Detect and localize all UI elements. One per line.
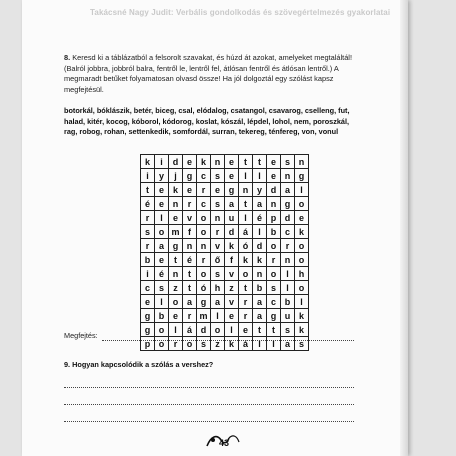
grid-cell[interactable]: l [155, 211, 169, 225]
grid-cell[interactable]: a [225, 197, 239, 211]
grid-cell[interactable]: c [197, 197, 211, 211]
grid-cell[interactable]: f [183, 225, 197, 239]
grid-cell[interactable]: e [267, 155, 281, 169]
grid-cell[interactable]: o [155, 323, 169, 337]
grid-cell[interactable]: r [183, 197, 197, 211]
grid-cell[interactable]: o [295, 253, 309, 267]
grid-cell[interactable]: k [169, 183, 183, 197]
grid-cell[interactable]: k [295, 225, 309, 239]
grid-cell[interactable]: g [141, 309, 155, 323]
grid-cell[interactable]: o [239, 267, 253, 281]
grid-cell[interactable]: a [155, 239, 169, 253]
grid-cell[interactable]: n [183, 239, 197, 253]
grid-cell[interactable]: r [281, 239, 295, 253]
grid-cell[interactable]: o [197, 267, 211, 281]
grid-cell[interactable]: j [169, 169, 183, 183]
grid-cell[interactable]: l [225, 323, 239, 337]
grid-cell[interactable]: t [239, 155, 253, 169]
grid-cell[interactable]: c [141, 281, 155, 295]
grid-cell[interactable]: i [155, 155, 169, 169]
grid-cell[interactable]: t [169, 253, 183, 267]
grid-cell[interactable]: l [169, 323, 183, 337]
grid-cell[interactable]: b [155, 309, 169, 323]
grid-cell[interactable]: n [253, 267, 267, 281]
answer-line-2[interactable] [64, 404, 354, 405]
grid-cell[interactable]: e [169, 309, 183, 323]
grid-cell[interactable]: e [267, 169, 281, 183]
grid-cell[interactable]: l [267, 337, 281, 351]
grid-cell[interactable]: r [197, 183, 211, 197]
grid-cell[interactable]: l [281, 267, 295, 281]
grid-cell[interactable]: g [141, 323, 155, 337]
grid-cell[interactable]: é [253, 211, 267, 225]
grid-cell[interactable]: s [211, 169, 225, 183]
grid-cell[interactable]: s [197, 337, 211, 351]
grid-cell[interactable]: r [267, 253, 281, 267]
grid-cell[interactable]: ó [197, 281, 211, 295]
grid-cell[interactable]: k [295, 323, 309, 337]
grid-cell[interactable]: r [197, 253, 211, 267]
grid-cell[interactable]: o [155, 225, 169, 239]
grid-cell[interactable]: g [281, 197, 295, 211]
grid-cell[interactable]: b [141, 253, 155, 267]
grid-cell[interactable]: g [197, 295, 211, 309]
task-number: 8. [64, 53, 71, 62]
grid-cell[interactable]: o [197, 225, 211, 239]
grid-cell[interactable]: k [225, 337, 239, 351]
grid-cell[interactable]: é [141, 197, 155, 211]
grid-cell[interactable]: e [211, 183, 225, 197]
grid-cell[interactable]: t [253, 323, 267, 337]
grid-cell[interactable]: r [141, 239, 155, 253]
grid-cell[interactable]: z [211, 337, 225, 351]
grid-cell[interactable]: o [169, 295, 183, 309]
grid-cell[interactable]: e [239, 323, 253, 337]
grid-cell[interactable]: s [295, 337, 309, 351]
grid-cell[interactable]: d [253, 239, 267, 253]
grid-cell[interactable]: u [281, 309, 295, 323]
task-8-text: Keresd ki a táblázatból a felsorolt szavakat, és húzd át azokat, amelyeket megtaláltál! (Balról jobbra, jobbról balra, fentről le, lentről fel, átlósan fentről és átlósan lentről.) A megmaradt betűket folyamatosan olvasd össze! Ha jól dolgoztál egy szólást kapsz megfejtésül. [64, 53, 352, 94]
grid-cell[interactable]: é [155, 267, 169, 281]
grid-cell[interactable]: n [281, 169, 295, 183]
grid-cell[interactable]: k [253, 253, 267, 267]
grid-cell[interactable]: l [253, 337, 267, 351]
grid-cell[interactable]: l [253, 169, 267, 183]
grid-cell[interactable]: n [211, 211, 225, 225]
grid-cell[interactable]: i [141, 267, 155, 281]
grid-cell[interactable]: l [295, 183, 309, 197]
grid-cell[interactable]: z [225, 281, 239, 295]
grid-cell[interactable]: e [155, 183, 169, 197]
grid-cell[interactable]: o [155, 337, 169, 351]
grid-cell[interactable]: b [267, 225, 281, 239]
task-8-instructions [64, 53, 354, 95]
grid-cell[interactable]: e [183, 155, 197, 169]
grid-cell[interactable]: r [239, 309, 253, 323]
grid-cell[interactable]: n [295, 155, 309, 169]
grid-cell[interactable]: o [197, 211, 211, 225]
grid-cell[interactable]: a [183, 295, 197, 309]
grid-cell[interactable]: h [211, 281, 225, 295]
grid-cell[interactable]: c [267, 295, 281, 309]
grid-cell[interactable]: y [155, 169, 169, 183]
grid-cell[interactable]: o [267, 267, 281, 281]
answer-line-3[interactable] [64, 421, 354, 422]
grid-cell[interactable]: s [141, 225, 155, 239]
grid-cell[interactable]: l [155, 295, 169, 309]
grid-cell[interactable]: k [225, 239, 239, 253]
grid-cell[interactable]: c [281, 225, 295, 239]
grid-cell[interactable]: d [169, 155, 183, 169]
solution-label: Megfejtés: [64, 331, 98, 340]
grid-cell[interactable]: e [141, 295, 155, 309]
grid-cell[interactable]: e [225, 155, 239, 169]
grid-cell[interactable]: a [253, 295, 267, 309]
grid-cell[interactable]: o [295, 197, 309, 211]
grid-cell[interactable]: n [169, 267, 183, 281]
word-search-grid [140, 154, 309, 351]
grid-cell[interactable]: k [197, 155, 211, 169]
word-list: botorkál, bóklászik, betér, biceg, csal, elódalog, csatangol, csavarog, cselleng, fut, halad, kitér, kocog, kóborol, kódorog, koslat, kószál, lépdel, lohol, nem, poroszkál, rag, robog, rohan, settenkedik, somfordál, surran, tekereg, ténfereg, von, vonul [64, 106, 350, 137]
grid-cell[interactable]: v [225, 267, 239, 281]
grid-cell[interactable]: z [169, 281, 183, 295]
grid-cell[interactable]: e [155, 253, 169, 267]
grid-cell[interactable]: f [225, 253, 239, 267]
grid-cell[interactable]: s [281, 155, 295, 169]
running-head: Takácsné Nagy Judit: Verbális gondolkodás és szövegértelmezés gyakorlatai [90, 8, 391, 17]
grid-cell[interactable]: ó [239, 239, 253, 253]
grid-cell[interactable]: e [225, 169, 239, 183]
grid-cell[interactable]: e [183, 183, 197, 197]
grid-cell[interactable]: u [225, 211, 239, 225]
grid-cell[interactable]: t [267, 323, 281, 337]
grid-cell[interactable]: t [239, 281, 253, 295]
grid-cell[interactable]: r [239, 295, 253, 309]
grid-cell[interactable]: o [295, 281, 309, 295]
grid-cell[interactable]: s [155, 281, 169, 295]
grid-cell[interactable]: t [183, 267, 197, 281]
grid-cell[interactable]: c [197, 169, 211, 183]
grid-cell[interactable]: ő [211, 253, 225, 267]
grid-cell[interactable]: l [281, 281, 295, 295]
grid-cell[interactable]: l [239, 211, 253, 225]
grid-cell[interactable]: l [239, 169, 253, 183]
grid-cell[interactable]: e [295, 211, 309, 225]
grid-cell[interactable]: a [253, 197, 267, 211]
page-edge-shadow [400, 0, 408, 456]
grid-cell[interactable]: á [183, 323, 197, 337]
grid-cell[interactable]: g [225, 183, 239, 197]
grid-cell[interactable]: a [253, 309, 267, 323]
grid-cell[interactable]: á [239, 225, 253, 239]
grid-cell[interactable]: á [239, 337, 253, 351]
grid-cell[interactable]: e [155, 197, 169, 211]
grid-cell[interactable]: b [281, 295, 295, 309]
grid-cell[interactable]: s [281, 323, 295, 337]
grid-cell[interactable]: d [225, 225, 239, 239]
grid-cell[interactable]: t [141, 183, 155, 197]
grid-cell[interactable]: o [295, 239, 309, 253]
grid-cell[interactable]: b [253, 281, 267, 295]
grid-cell[interactable]: s [211, 197, 225, 211]
grid-cell[interactable]: é [183, 253, 197, 267]
grid-cell[interactable]: o [211, 323, 225, 337]
grid-cell[interactable]: g [183, 169, 197, 183]
grid-cell[interactable]: s [211, 267, 225, 281]
grid-cell[interactable]: a [281, 337, 295, 351]
grid-cell[interactable]: y [253, 183, 267, 197]
grid-cell[interactable]: a [281, 183, 295, 197]
grid-cell[interactable]: l [253, 225, 267, 239]
grid-cell[interactable]: t [183, 281, 197, 295]
grid-cell[interactable]: o [267, 239, 281, 253]
grid-cell[interactable]: o [183, 337, 197, 351]
grid-cell[interactable]: n [169, 197, 183, 211]
grid-cell[interactable]: i [141, 169, 155, 183]
grid-cell[interactable]: k [239, 253, 253, 267]
grid-cell[interactable]: d [267, 183, 281, 197]
grid-cell[interactable]: e [169, 211, 183, 225]
grid-cell[interactable]: l [211, 309, 225, 323]
grid-cell[interactable]: v [211, 239, 225, 253]
grid-cell[interactable]: t [253, 155, 267, 169]
grid-cell[interactable]: l [295, 295, 309, 309]
grid-cell[interactable]: g [295, 169, 309, 183]
grid-cell[interactable]: g [169, 239, 183, 253]
grid-cell[interactable]: k [141, 155, 155, 169]
solution-answer-line[interactable] [102, 340, 354, 341]
grid-cell[interactable]: g [267, 309, 281, 323]
page-number: 43 [219, 438, 230, 448]
grid-cell[interactable]: d [281, 211, 295, 225]
grid-cell[interactable]: v [183, 211, 197, 225]
grid-cell[interactable]: n [211, 155, 225, 169]
grid-cell[interactable]: n [281, 253, 295, 267]
grid-cell[interactable]: r [141, 211, 155, 225]
grid-cell[interactable]: s [267, 281, 281, 295]
answer-line-1[interactable] [64, 387, 354, 388]
grid-cell[interactable]: n [267, 197, 281, 211]
grid-cell[interactable]: d [197, 323, 211, 337]
grid-cell[interactable]: e [225, 309, 239, 323]
grid-cell[interactable]: k [295, 309, 309, 323]
grid-cell[interactable]: m [197, 309, 211, 323]
grid-cell[interactable]: r [169, 337, 183, 351]
grid-cell[interactable]: m [169, 225, 183, 239]
grid-cell[interactable]: r [183, 309, 197, 323]
grid-cell[interactable]: p [267, 211, 281, 225]
grid-cell[interactable]: v [225, 295, 239, 309]
grid-cell[interactable]: n [239, 183, 253, 197]
task-9-question: 9. Hogyan kapcsolódik a szólás a vershez? [64, 360, 214, 369]
grid-cell[interactable]: h [295, 267, 309, 281]
grid-cell[interactable]: t [239, 197, 253, 211]
grid-cell[interactable]: n [197, 239, 211, 253]
grid-cell[interactable]: a [211, 295, 225, 309]
grid-cell[interactable]: r [211, 225, 225, 239]
grid-cell[interactable]: p [141, 337, 155, 351]
